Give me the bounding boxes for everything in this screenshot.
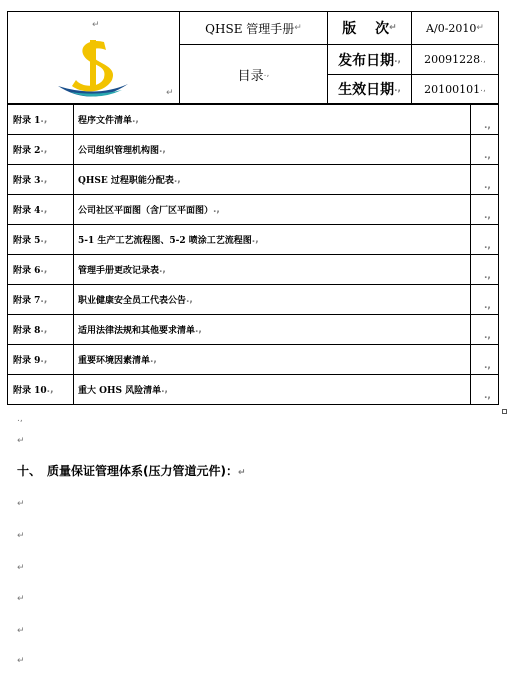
paragraph-mark: ↵	[17, 656, 25, 666]
appendix-title: 适用法律法规和其他要求清单 .,	[78, 324, 202, 336]
appendix-title: 管理手册更改记录表 .,	[78, 264, 166, 276]
issue-date-value: 20091228	[424, 53, 481, 66]
company-logo-icon	[52, 34, 132, 104]
logo-cell	[8, 12, 180, 103]
table-row: 附录 9 ., 重要环境因素清单 ., .,	[8, 344, 498, 374]
edition-label-cell: 版 次 ↵	[328, 12, 412, 45]
table-row: 附录 6 ., 管理手册更改记录表 ., .,	[8, 254, 498, 284]
catalog-label: 目录	[237, 68, 264, 84]
appendix-number: 附录 5 .,	[13, 234, 48, 246]
table-row: 附录 2 ., 公司组织管理机构图 ., .,	[8, 134, 498, 164]
issue-date-label-cell: 发布日期 .,	[328, 45, 412, 75]
table-row: 附录 7 ., 职业健康安全员工代表公告 ., .,	[8, 284, 498, 314]
appendix-number: 附录 6 .,	[13, 264, 48, 276]
paragraph-mark: ↵	[92, 20, 100, 30]
appendix-number: 附录 8 .,	[13, 324, 48, 336]
edition-label: 版 次	[342, 21, 390, 37]
appendix-number: 附录 7 .,	[13, 294, 48, 306]
appendix-title: QHSE 过程职能分配表 .,	[78, 174, 181, 186]
issue-date-label: 发布日期	[338, 52, 395, 69]
catalog-cell: 目录 .,	[180, 45, 328, 103]
appendix-title: 5-1 生产工艺流程图、5-2 喷涂工艺流程图 .,	[78, 234, 259, 246]
issue-date-value-cell: 20091228 .,	[412, 45, 498, 75]
table-resize-handle[interactable]	[502, 409, 507, 414]
appendix-number: 附录 3 .,	[13, 174, 48, 186]
appendix-title: 公司组织管理机构图 .,	[78, 144, 166, 156]
edition-value: A/0-2010	[426, 21, 477, 35]
paragraph-mark: ↵	[17, 594, 25, 604]
appendix-number: 附录 10 .,	[13, 384, 54, 396]
paragraph-mark: ↵	[17, 436, 25, 446]
table-row: 附录 4 ., 公司社区平面图（含厂区平面图） ., .,	[8, 194, 498, 224]
paragraph-mark: .,	[17, 414, 23, 424]
appendix-title: 重要环境因素清单 .,	[78, 354, 157, 366]
appendix-title: 职业健康安全员工代表公告 .,	[78, 294, 193, 306]
document-header-table	[7, 11, 499, 104]
section-heading: 十、 质量保证管理体系(压力管道元件)：↵	[17, 464, 246, 478]
paragraph-mark: ↵	[17, 626, 25, 636]
table-row: 附录 1 ., 程序文件清单 ., .,	[8, 104, 498, 134]
appendix-title: 重大 OHS 风险清单 .,	[78, 384, 168, 396]
appendix-title: 公司社区平面图（含厂区平面图） .,	[78, 204, 220, 216]
manual-title: QHSE 管理手册	[205, 21, 295, 36]
appendix-number: 附录 9 .,	[13, 354, 48, 366]
effective-date-label-cell: 生效日期 .,	[328, 75, 412, 103]
paragraph-mark: ↵	[17, 499, 25, 509]
table-row: 附录 3 ., QHSE 过程职能分配表 ., .,	[8, 164, 498, 194]
manual-title-cell: QHSE 管理手册 ↵	[180, 12, 328, 45]
paragraph-mark: ↵	[17, 531, 25, 541]
table-row: 附录 10 ., 重大 OHS 风险清单 ., .,	[8, 374, 498, 404]
table-row: 附录 5 ., 5-1 生产工艺流程图、5-2 喷涂工艺流程图 ., .,	[8, 224, 498, 254]
appendix-table	[7, 104, 499, 405]
effective-date-value-cell: 20100101 .,	[424, 82, 486, 96]
appendix-title: 程序文件清单 .,	[78, 114, 139, 126]
effective-date-value: 20100101	[424, 82, 481, 96]
paragraph-mark: ↵	[166, 88, 174, 98]
appendix-number: 附录 4 .,	[13, 204, 48, 216]
table-row: 附录 8 ., 适用法律法规和其他要求清单 ., .,	[8, 314, 498, 344]
appendix-number: 附录 2 .,	[13, 144, 48, 156]
appendix-number: 附录 1 .,	[13, 114, 48, 126]
effective-date-label: 生效日期	[338, 82, 395, 98]
edition-value-cell: A/0-2010 ↵	[412, 12, 498, 45]
paragraph-mark: ↵	[17, 563, 25, 573]
